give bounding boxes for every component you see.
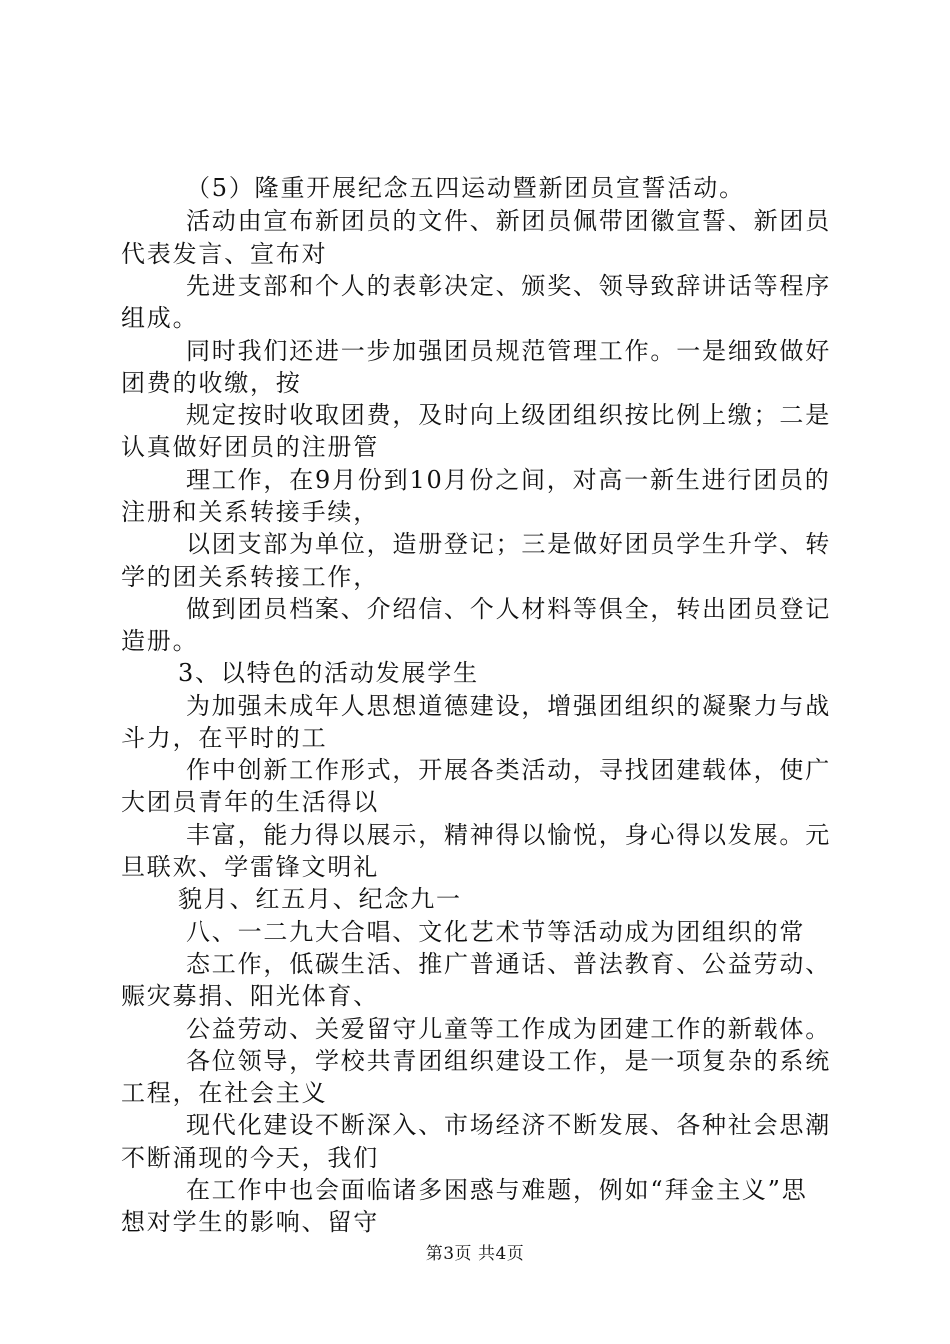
paragraph-line: 丰富，能力得以展示，精神得以愉悦，身心得以发展。元 xyxy=(186,821,831,849)
paragraph-line: 组成。 xyxy=(121,304,199,332)
paragraph-line: 工程，在社会主义 xyxy=(121,1079,328,1107)
paragraph-line: 团费的收缴，按 xyxy=(121,369,302,397)
paragraph-line: 貌月、红五月、纪念九一 xyxy=(178,885,462,913)
paragraph-line: 造册。 xyxy=(121,627,199,655)
paragraph-line: 各位领导，学校共青团组织建设工作，是一项复杂的系统 xyxy=(186,1047,831,1075)
paragraph-line: 学的团关系转接工作， xyxy=(121,563,379,591)
paragraph-line: 注册和关系转接手续， xyxy=(121,498,379,526)
paragraph-line: 不断涌现的今天，我们 xyxy=(121,1144,379,1172)
paragraph-line: 以团支部为单位，造册登记；三是做好团员学生升学、转 xyxy=(186,530,831,558)
paragraph-line: 态工作，低碳生活、推广普通话、普法教育、公益劳动、 xyxy=(186,950,831,978)
paragraph-line: 活动由宣布新团员的文件、新团员佩带团徽宣誓、新团员 xyxy=(186,207,831,235)
paragraph-line: 作中创新工作形式，开展各类活动，寻找团建载体，使广 xyxy=(186,756,831,784)
paragraph-line: （5）隆重开展纪念五四运动暨新团员宣誓活动。 xyxy=(186,174,745,202)
section-heading: 3、以特色的活动发展学生 xyxy=(178,659,479,687)
paragraph-line: 八、一二九大合唱、文化艺术节等活动成为团组织的常 xyxy=(186,918,806,946)
paragraph-line: 先进支部和个人的表彰决定、颁奖、领导致辞讲话等程序 xyxy=(186,272,831,300)
paragraph-line: 大团员青年的生活得以 xyxy=(121,788,379,816)
paragraph-line: 旦联欢、学雷锋文明礼 xyxy=(121,853,379,881)
paragraph-line: 赈灾募捐、阳光体育、 xyxy=(121,982,379,1010)
paragraph-line: 规定按时收取团费，及时向上级团组织按比例上缴；二是 xyxy=(186,401,831,429)
paragraph-line: 代表发言、宣布对 xyxy=(121,240,328,268)
paragraph-line: 做到团员档案、介绍信、个人材料等俱全，转出团员登记 xyxy=(186,595,831,623)
paragraph-line: 为加强未成年人思想道德建设，增强团组织的凝聚力与战 xyxy=(186,692,831,720)
paragraph-line: 斗力，在平时的工 xyxy=(121,724,328,752)
paragraph-line: 同时我们还进一步加强团员规范管理工作。一是细致做好 xyxy=(186,337,831,365)
paragraph-line: 公益劳动、关爱留守儿童等工作成为团建工作的新载体。 xyxy=(186,1015,831,1043)
paragraph-line: 想对学生的影响、留守 xyxy=(121,1208,379,1236)
paragraph-line: 理工作，在9月份到10月份之间，对高一新生进行团员的 xyxy=(186,466,831,494)
paragraph-line: 现代化建设不断深入、市场经济不断发展、各种社会思潮 xyxy=(186,1111,831,1139)
page-number-footer: 第3页 共4页 xyxy=(425,1244,525,1264)
paragraph-line: 认真做好团员的注册管 xyxy=(121,433,379,461)
paragraph-line: 在工作中也会面临诸多困惑与难题，例如“拜金主义”思 xyxy=(186,1176,808,1204)
